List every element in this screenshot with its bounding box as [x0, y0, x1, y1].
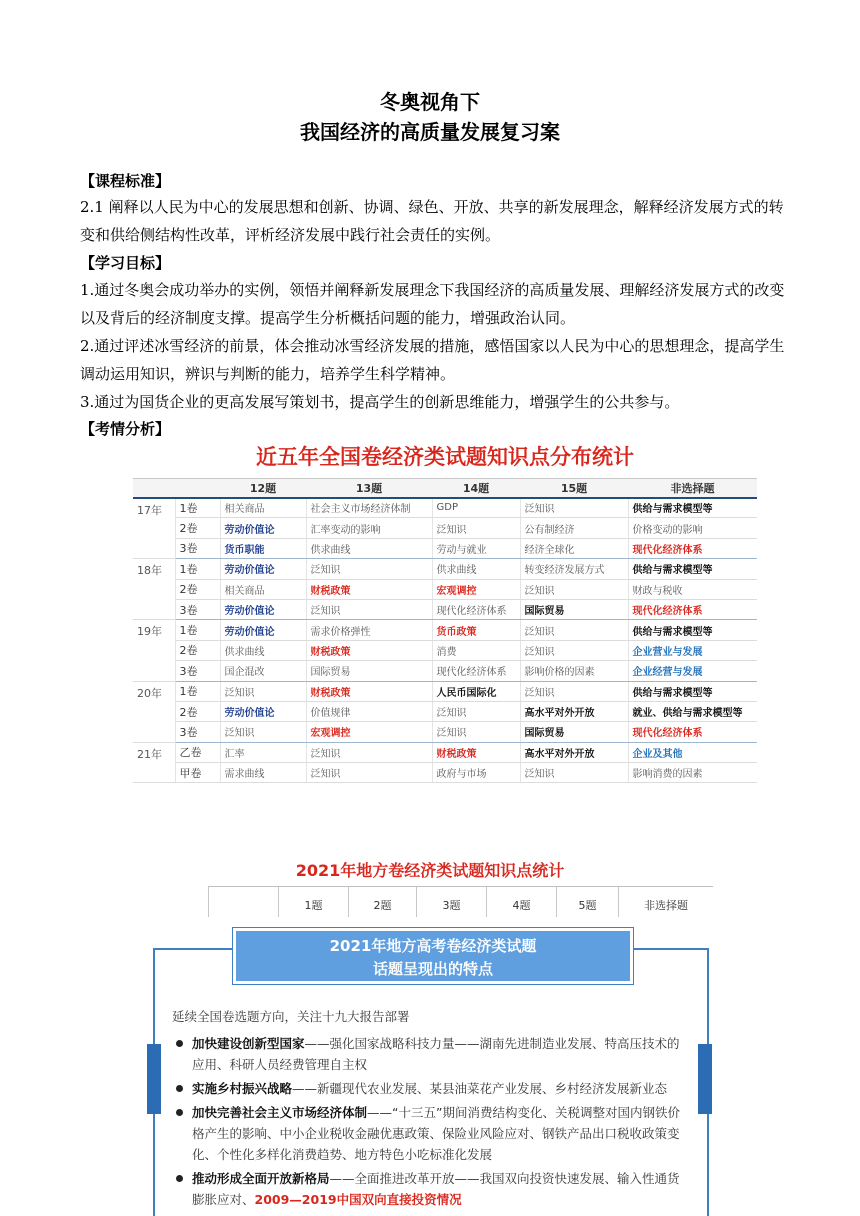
national-exam-stats-table [133, 478, 757, 783]
section-heading-analysis: 【考情分析】 [80, 420, 171, 438]
section-heading-standard: 【课程标准】 [80, 172, 171, 190]
table1-header-cell: 非选择题 [628, 479, 757, 498]
bullet-dot-icon [176, 1175, 183, 1182]
topic-cell: 现代化经济体系 [628, 722, 757, 742]
topic-cell: 相关商品 [220, 579, 306, 599]
table2-header-cell: 4题 [486, 887, 556, 917]
topic-cell: 泛知识 [306, 742, 432, 762]
table1-header-cell: 12题 [220, 479, 306, 498]
topic-cell: 供求曲线 [220, 640, 306, 660]
topic-cell: 现代化经济体系 [628, 599, 757, 619]
topic-cell: 财税政策 [432, 742, 520, 762]
table1-header-cell [175, 479, 220, 498]
paper-cell: 2卷 [175, 518, 220, 538]
topic-cell: 需求价格弹性 [306, 620, 432, 640]
topic-cell: 相关商品 [220, 498, 306, 518]
topic-cell: 企业及其他 [628, 742, 757, 762]
standard-text: 2.1 阐释以人民为中心的发展思想和创新、协调、绿色、开放、共享的新发展理念，解释经济发展方式的转变和供给侧结构性改革，评析经济发展中践行社会责任的实例。 [80, 198, 784, 244]
topic-cell: 泛知识 [520, 681, 628, 701]
topic-cell: 泛知识 [220, 681, 306, 701]
feature-bullet [172, 1078, 692, 1099]
feature-box-banner [233, 928, 633, 984]
topic-cell: 劳动价值论 [220, 701, 306, 721]
feature-bullet [172, 1168, 692, 1210]
topic-cell: 泛知识 [220, 722, 306, 742]
topic-cell: 货币职能 [220, 538, 306, 558]
table-row [133, 742, 757, 762]
topic-cell: 国际贸易 [306, 661, 432, 681]
topic-cell: 劳动与就业 [432, 538, 520, 558]
table-row [133, 640, 757, 660]
topic-cell: 经济全球化 [520, 538, 628, 558]
year-cell: 20年 [133, 681, 175, 742]
goal-3: 3.通过为国货企业的更高发展写策划书，提高学生的创新思维能力，增强学生的公共参与。 [80, 393, 680, 411]
table-row [133, 518, 757, 538]
topic-cell: 政府与市场 [432, 763, 520, 783]
topic-cell: 需求曲线 [220, 763, 306, 783]
table-row [133, 538, 757, 558]
paper-cell: 3卷 [175, 538, 220, 558]
table2-header-cell: 3题 [416, 887, 486, 917]
feature-box-right-tab [698, 1044, 712, 1114]
table-row [133, 763, 757, 783]
bullet-dot-icon [176, 1109, 183, 1116]
table1-header-cell: 13题 [306, 479, 432, 498]
topic-cell: 影响消费的因素 [628, 763, 757, 783]
topic-cell: 供给与需求模型等 [628, 559, 757, 579]
table-row [133, 620, 757, 640]
national-exam-stats-figure [133, 440, 757, 782]
banner-line2: 话题呈现出的特点 [372, 960, 493, 978]
topic-cell: 泛知识 [432, 701, 520, 721]
topic-cell: 财税政策 [306, 579, 432, 599]
table2-title: 2021年地方卷经济类试题知识点统计 [295, 861, 565, 880]
topic-cell: 宏观调控 [306, 722, 432, 742]
topic-cell: 泛知识 [520, 498, 628, 518]
table-row [133, 599, 757, 619]
table2-header-cell [208, 887, 278, 917]
table1-header-cell: 14题 [432, 479, 520, 498]
topic-cell: 泛知识 [520, 579, 628, 599]
topic-cell: 价格变动的影响 [628, 518, 757, 538]
feature-intro: 延续全国卷选题方向，关注十九大报告部署 [172, 1009, 410, 1024]
table-row [133, 579, 757, 599]
topic-cell: 泛知识 [306, 559, 432, 579]
section-heading-goals: 【学习目标】 [80, 254, 171, 272]
paper-cell: 2卷 [175, 579, 220, 599]
topic-cell: 泛知识 [306, 599, 432, 619]
topic-cell: 汇率 [220, 742, 306, 762]
bullet-text: ——全面推进改革开放——我国双向投资快速发展、输入性通货膨胀应对、 [192, 1171, 680, 1207]
paper-cell: 1卷 [175, 498, 220, 518]
table1-header-cell: 15题 [520, 479, 628, 498]
bullet-text: ——强化国家战略科技力量——湖南先进制造业发展、特高压技术的应用、科研人员经费管理自主权 [192, 1036, 680, 1072]
bullet-topic: 推动形成全面开放新格局 [192, 1171, 330, 1186]
topic-cell: 泛知识 [520, 763, 628, 783]
topic-cell: 财税政策 [306, 640, 432, 660]
paper-cell: 1卷 [175, 559, 220, 579]
topic-cell: 供求曲线 [306, 538, 432, 558]
topic-cell: 现代化经济体系 [432, 661, 520, 681]
local-exam-table-header [208, 886, 713, 916]
topic-cell: 人民币国际化 [432, 681, 520, 701]
topic-cell: GDP [432, 498, 520, 518]
paper-cell: 2卷 [175, 701, 220, 721]
table-row [133, 661, 757, 681]
table2-header-cell: 2题 [348, 887, 416, 917]
paper-cell: 2卷 [175, 640, 220, 660]
feature-bullets [172, 1033, 692, 1210]
topic-cell: 国际贸易 [520, 599, 628, 619]
topic-cell: 社会主义市场经济体制 [306, 498, 432, 518]
year-cell: 18年 [133, 559, 175, 620]
topic-cell: 就业、供给与需求模型等 [628, 701, 757, 721]
paper-cell: 1卷 [175, 681, 220, 701]
table2-header-cell: 5题 [556, 887, 618, 917]
topic-cell: 企业营业与发展 [628, 640, 757, 660]
table2-header-cell: 非选择题 [618, 887, 713, 917]
year-cell: 17年 [133, 498, 175, 559]
table-row [133, 681, 757, 701]
year-cell: 21年 [133, 742, 175, 783]
paper-cell: 3卷 [175, 722, 220, 742]
bullet-highlight: 2009—2019中国双向直接投资情况 [254, 1192, 462, 1207]
table1-header-cell [133, 479, 175, 498]
topic-cell: 宏观调控 [432, 579, 520, 599]
paper-cell: 甲卷 [175, 763, 220, 783]
bullet-dot-icon [176, 1085, 183, 1092]
topic-cell: 高水平对外开放 [520, 742, 628, 762]
topic-cell: 泛知识 [520, 620, 628, 640]
topic-cell: 泛知识 [432, 722, 520, 742]
bullet-text: ——新疆现代农业发展、某县油菜花产业发展、乡村经济发展新业态 [292, 1081, 668, 1096]
topic-cell: 供给与需求模型等 [628, 681, 757, 701]
feature-bullet [172, 1033, 692, 1075]
doc-title-line2: 我国经济的高质量发展复习案 [300, 120, 560, 144]
topic-cell: 供求曲线 [432, 559, 520, 579]
goal-2: 2.通过评述冰雪经济的前景，体会推动冰雪经济发展的措施，感悟国家以人民为中心的思想理念，提高学生调动运用知识，辨识与判断的能力，培养学生科学精神。 [80, 337, 785, 383]
topic-cell: 转变经济发展方式 [520, 559, 628, 579]
topic-cell: 货币政策 [432, 620, 520, 640]
topic-cell: 国企混改 [220, 661, 306, 681]
feature-box-left-tab [147, 1044, 161, 1114]
table-row [133, 722, 757, 742]
bullet-dot-icon [176, 1040, 183, 1047]
topic-cell: 国际贸易 [520, 722, 628, 742]
goal-1: 1.通过冬奥会成功举办的实例，领悟并阐释新发展理念下我国经济的高质量发展、理解经济发展方式的改变以及背后的经济制度支撑。提高学生分析概括问题的能力，增强政治认同。 [80, 281, 785, 327]
bullet-topic: 加快完善社会主义市场经济体制 [192, 1105, 368, 1120]
paper-cell: 3卷 [175, 661, 220, 681]
feature-box-content [172, 1006, 692, 1213]
topic-cell: 影响价格的因素 [520, 661, 628, 681]
topic-cell: 消费 [432, 640, 520, 660]
table-row [133, 498, 757, 518]
doc-title-line1: 冬奥视角下 [380, 90, 480, 114]
topic-cell: 企业经营与发展 [628, 661, 757, 681]
topic-cell: 公有制经济 [520, 518, 628, 538]
topic-cell: 劳动价值论 [220, 559, 306, 579]
topic-cell: 供给与需求模型等 [628, 498, 757, 518]
topic-cell: 劳动价值论 [220, 518, 306, 538]
topic-cell: 现代化经济体系 [432, 599, 520, 619]
topic-cell: 高水平对外开放 [520, 701, 628, 721]
bullet-topic: 实施乡村振兴战略 [192, 1081, 293, 1096]
bullet-text: ——“十三五”期间消费结构变化、关税调整对国内钢铁价格产生的影响、中小企业税收金融优惠政策、保险业风险应对、钢铁产品出口税收政策变化、个性化多样化消费趋势、地方特色小吃标准化发展 [192, 1105, 680, 1162]
topic-cell: 供给与需求模型等 [628, 620, 757, 640]
year-cell: 19年 [133, 620, 175, 681]
topic-cell: 汇率变动的影响 [306, 518, 432, 538]
table1-title: 近五年全国卷经济类试题知识点分布统计 [256, 445, 634, 469]
topic-cell: 泛知识 [520, 640, 628, 660]
feature-bullet [172, 1102, 692, 1165]
paper-cell: 3卷 [175, 599, 220, 619]
topic-cell: 劳动价值论 [220, 620, 306, 640]
table2-header-cell: 1题 [278, 887, 348, 917]
topic-cell: 价值规律 [306, 701, 432, 721]
paper-cell: 1卷 [175, 620, 220, 640]
topic-cell: 现代化经济体系 [628, 538, 757, 558]
bullet-topic: 加快建设创新型国家 [192, 1036, 305, 1051]
topic-cell: 泛知识 [306, 763, 432, 783]
topic-cell: 劳动价值论 [220, 599, 306, 619]
paper-cell: 乙卷 [175, 742, 220, 762]
table-row [133, 559, 757, 579]
topic-cell: 财税政策 [306, 681, 432, 701]
topic-cell: 财政与税收 [628, 579, 757, 599]
banner-line1: 2021年地方高考卷经济类试题 [329, 937, 537, 955]
topic-cell: 泛知识 [432, 518, 520, 538]
table-row [133, 701, 757, 721]
